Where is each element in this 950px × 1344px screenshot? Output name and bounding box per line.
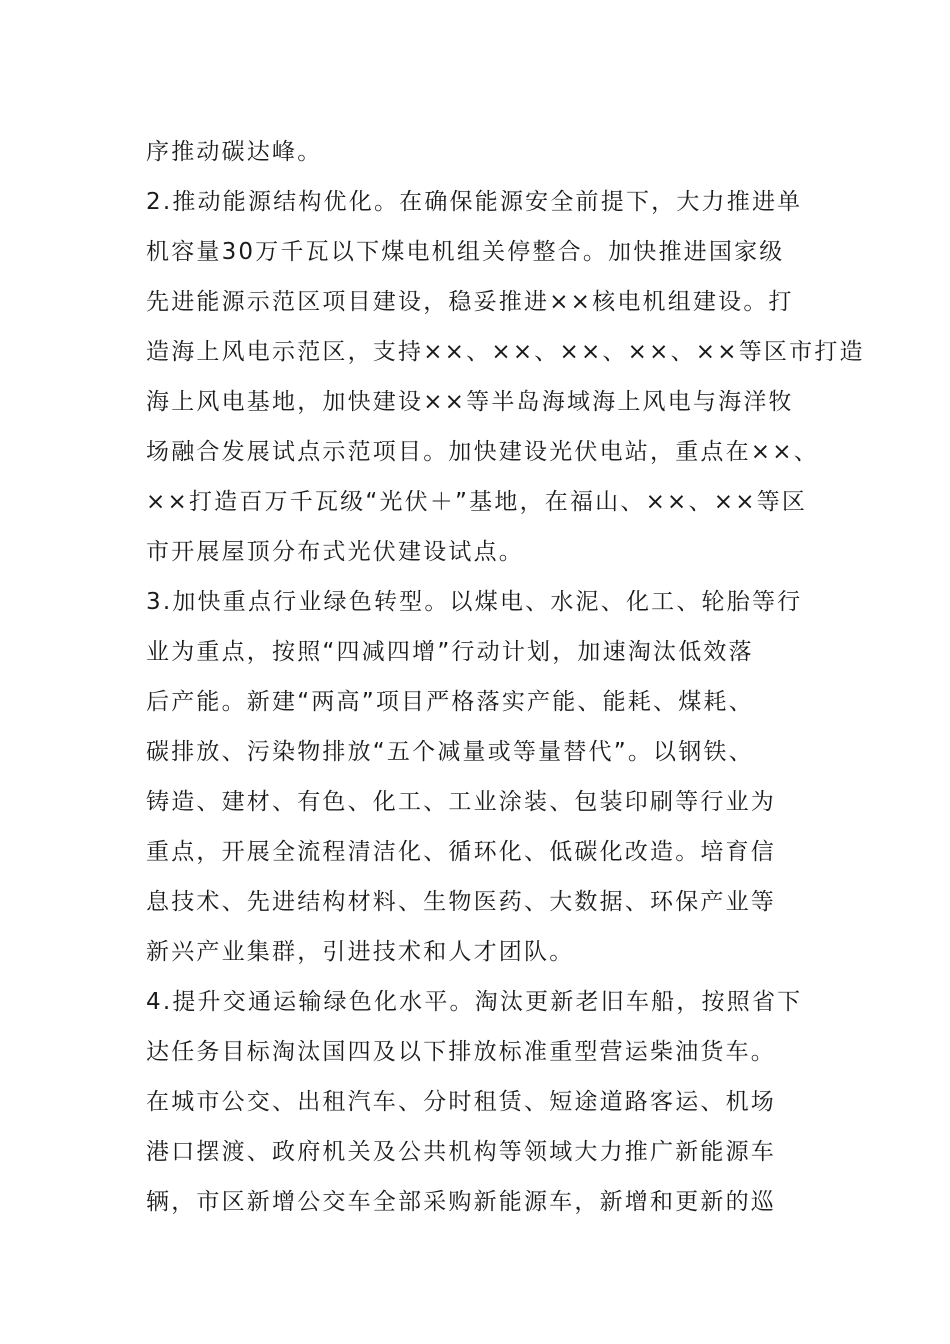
text-line: 3.加快重点行业绿色转型。以煤电、水泥、化工、轮胎等行 <box>146 589 803 615</box>
text-line: 息技术、先进结构材料、生物医药、大数据、环保产业等 <box>146 889 776 915</box>
text-line: 先进能源示范区项目建设，稳妥推进××核电机组建设。打 <box>146 289 794 315</box>
text-line: 后产能。新建“两高”项目严格落实产能、能耗、煤耗、 <box>146 689 754 715</box>
text-line: ××打造百万千瓦级“光伏＋”基地，在福山、××、××等区 <box>146 489 808 515</box>
text-line: 碳排放、污染物排放“五个减量或等量替代”。以钢铁、 <box>146 739 754 765</box>
text-line: 达任务目标淘汰国四及以下排放标准重型营运柴油货车。 <box>146 1039 776 1065</box>
text-line: 序推动碳达峰。 <box>146 139 323 165</box>
text-line: 辆，市区新增公交车全部采购新能源车，新增和更新的巡 <box>146 1189 776 1215</box>
text-line: 海上风电基地，加快建设××等半岛海域海上风电与海洋牧 <box>146 389 794 415</box>
text-line: 在城市公交、出租汽车、分时租赁、短途道路客运、机场 <box>146 1089 776 1115</box>
text-line: 港口摆渡、政府机关及公共机构等领域大力推广新能源车 <box>146 1139 776 1165</box>
text-line: 2.推动能源结构优化。在确保能源安全前提下，大力推进单 <box>146 189 803 215</box>
text-line: 造海上风电示范区，支持××、××、××、××、××等区市打造 <box>146 339 865 365</box>
text-line: 重点，开展全流程清洁化、循环化、低碳化改造。培育信 <box>146 839 776 865</box>
text-line: 场融合发展试点示范项目。加快建设光伏电站，重点在××、 <box>146 439 819 465</box>
body-text <box>146 127 865 1227</box>
text-line: 铸造、建材、有色、化工、工业涂装、包装印刷等行业为 <box>146 789 776 815</box>
text-line: 市开展屋顶分布式光伏建设试点。 <box>146 539 524 565</box>
text-line: 新兴产业集群，引进技术和人才团队。 <box>146 939 575 965</box>
text-line: 机容量30万千瓦以下煤电机组关停整合。加快推进国家级 <box>146 239 785 265</box>
text-line: 业为重点，按照“四减四增”行动计划，加速淘汰低效落 <box>146 639 754 665</box>
text-line: 4.提升交通运输绿色化水平。淘汰更新老旧车船，按照省下 <box>146 989 803 1015</box>
